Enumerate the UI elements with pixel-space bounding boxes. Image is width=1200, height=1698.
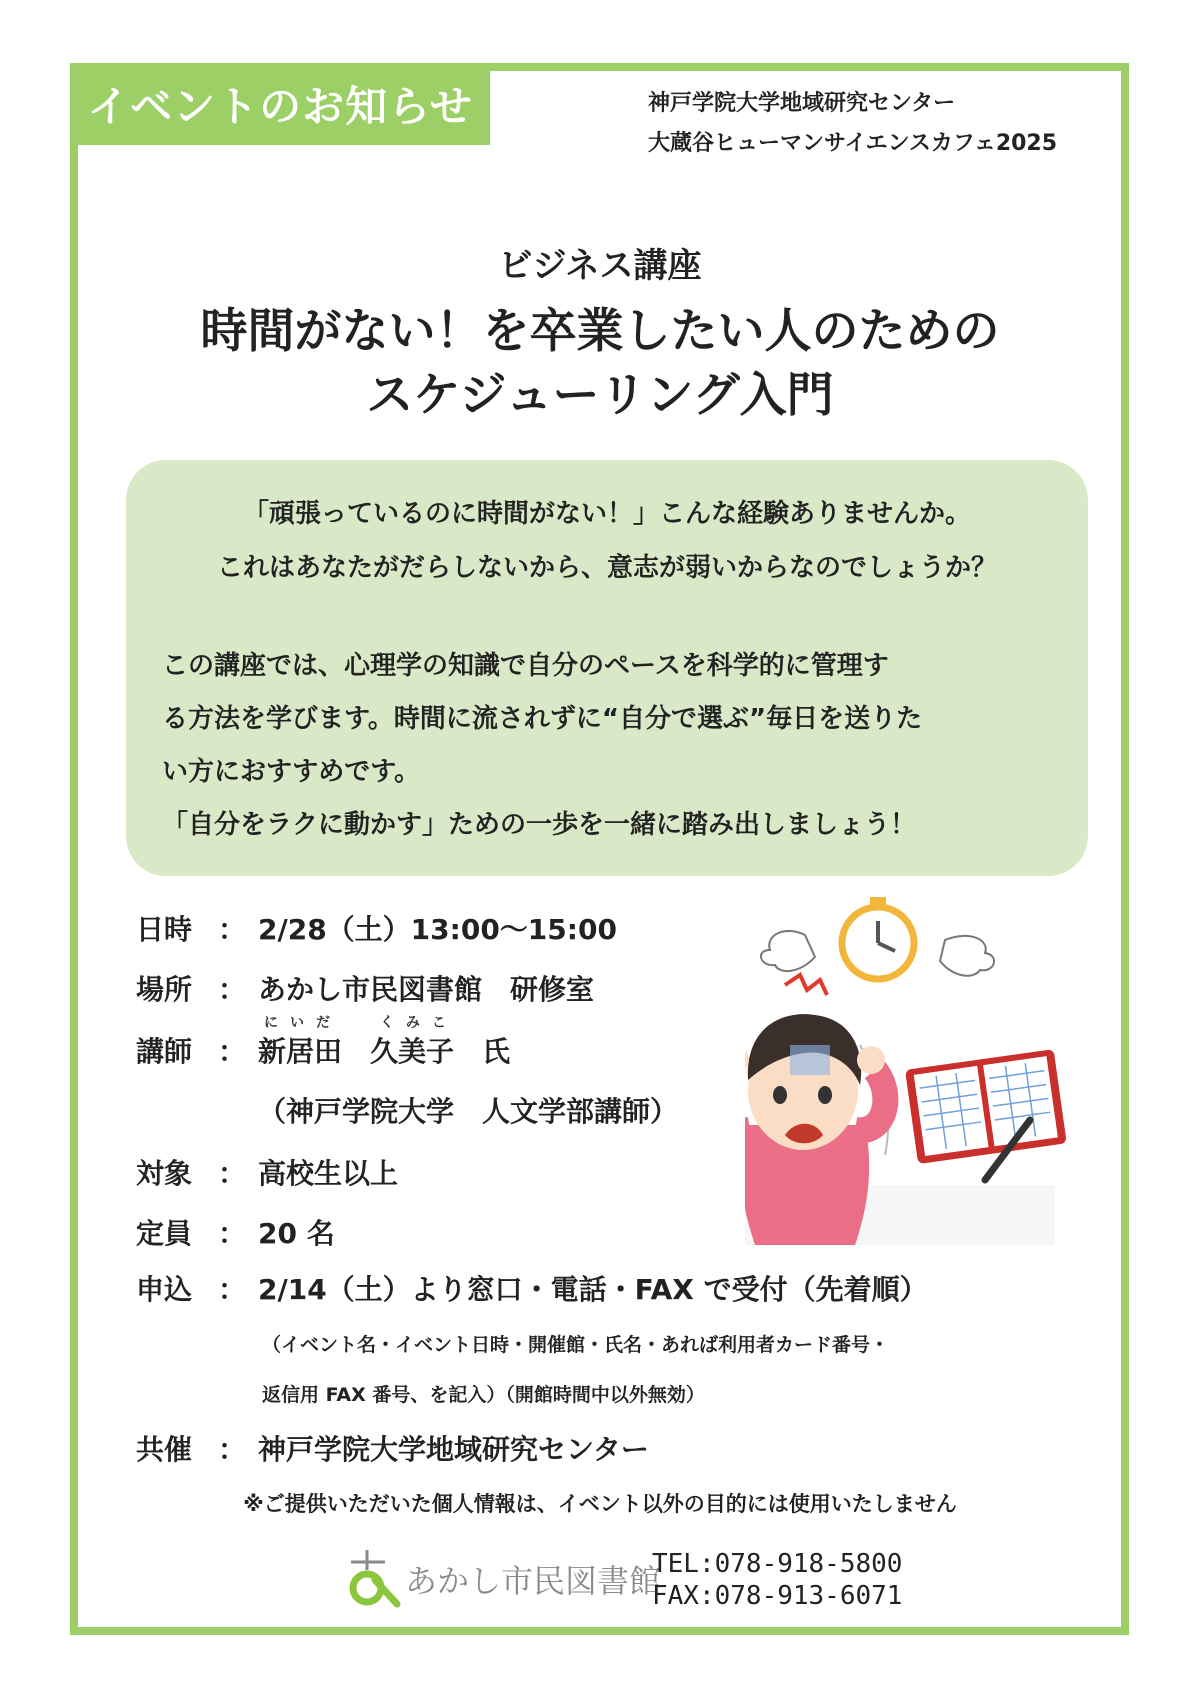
intro-question-2: これはあなたがだらしないから、意志が弱いからなのでしょうか？ — [216, 553, 997, 583]
capacity-colon: ： — [217, 1217, 246, 1250]
library-logo-mark — [345, 1548, 403, 1608]
target-label: 対象 — [136, 1157, 193, 1190]
target-colon: ： — [217, 1157, 246, 1190]
event-subtitle: ビジネス講座 — [498, 246, 702, 286]
apply-note-2: 返信用 FAX 番号、を記入）（開館時間中以外無効） — [262, 1384, 705, 1406]
detail-cohost — [136, 1428, 649, 1468]
datetime-value: 2/28（土）13:00～15:00 — [258, 913, 617, 946]
cohost-colon: ： — [217, 1433, 246, 1466]
event-title — [0, 300, 1200, 428]
place-colon: ： — [217, 973, 246, 1006]
contact-block — [652, 1548, 902, 1612]
organizer-line-2: 大蔵谷ヒューマンサイエンスカフェ2025 — [648, 131, 1058, 156]
target-value: 高校生以上 — [258, 1157, 399, 1190]
event-title-line-1: 時間がない！を卒業したい人のための — [200, 304, 1000, 359]
cohost-label: 共催 — [136, 1433, 193, 1466]
lecturer-colon: ： — [217, 1035, 246, 1068]
stressed-person-illustration — [745, 895, 1075, 1245]
detail-capacity — [136, 1212, 335, 1252]
capacity-label: 定員 — [136, 1217, 193, 1250]
apply-value: 2/14（土）より窓口・電話・FAX で受付（先着順） — [258, 1273, 928, 1306]
lecturer-affiliation: （神戸学院大学 人文学部講師） — [258, 1095, 679, 1128]
detail-lecturer — [136, 1030, 510, 1070]
cohost-value: 神戸学院大学地域研究センター — [258, 1433, 649, 1466]
apply-note-1: （イベント名・イベント日時・開催館・氏名・あれば利用者カード番号・ — [262, 1334, 890, 1356]
lecturer-ruby-surname: にいだ — [264, 1015, 342, 1031]
privacy-notice: ※ご提供いただいた個人情報は、イベント以外の目的には使用いたしません — [243, 1492, 957, 1516]
intro-description — [162, 640, 1062, 852]
apply-label: 申込 — [136, 1273, 193, 1306]
capacity-value: 20 名 — [258, 1217, 335, 1250]
datetime-colon: ： — [217, 913, 246, 946]
event-title-line-2: スケジューリング入門 — [366, 368, 834, 423]
place-label: 場所 — [136, 973, 193, 1006]
detail-datetime — [136, 908, 617, 948]
organizer-block — [648, 84, 1057, 164]
event-notice-tag: イベントのお知らせ — [70, 63, 490, 145]
library-name: あかし市民図書館 — [405, 1562, 662, 1600]
place-value: あかし市民図書館 研修室 — [258, 973, 595, 1006]
lecturer-label: 講師 — [136, 1035, 193, 1068]
intro-line-3: い方におすすめです。 — [162, 757, 421, 787]
lecturer-value: 新居田 久美子 氏 — [258, 1035, 511, 1068]
intro-questions — [126, 487, 1088, 595]
lecturer-ruby-given: くみこ — [380, 1015, 458, 1031]
tel-number: TEL:078-918-5800 — [652, 1549, 903, 1579]
intro-question-1: 「頑張っているのに時間がない！」こんな経験ありませんか。 — [242, 499, 971, 529]
intro-line-1: この講座では、心理学の知識で自分のペースを科学的に管理す — [162, 651, 889, 681]
detail-target — [136, 1152, 398, 1192]
intro-line-4: 「自分をラクに動かす」ための一歩を一緒に踏み出しましょう！ — [162, 810, 917, 840]
apply-colon: ： — [217, 1273, 246, 1306]
intro-line-2: る方法を学びます。時間に流されずに“自分で選ぶ”毎日を送りた — [162, 704, 923, 734]
organizer-line-1: 神戸学院大学地域研究センター — [648, 91, 956, 116]
datetime-label: 日時 — [136, 913, 193, 946]
detail-place — [136, 968, 594, 1008]
fax-number: FAX:078-913-6071 — [652, 1581, 903, 1611]
detail-apply — [136, 1268, 928, 1308]
library-logo — [345, 1548, 662, 1608]
